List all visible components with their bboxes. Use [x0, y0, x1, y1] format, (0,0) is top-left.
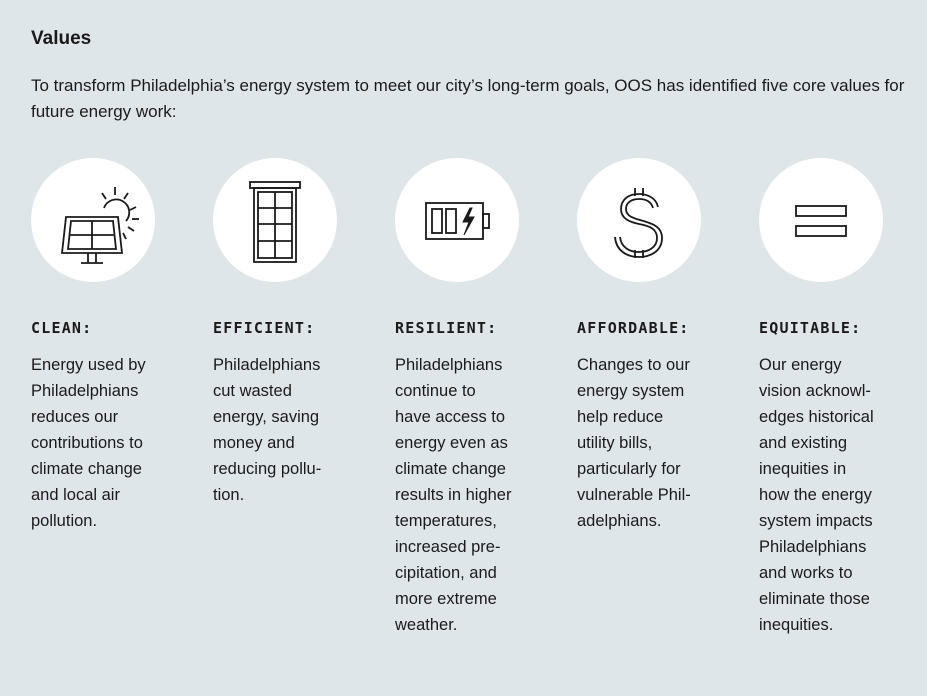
value-clean	[31, 158, 171, 534]
value-equitable	[759, 158, 899, 638]
icon-circle	[213, 158, 337, 282]
value-efficient	[213, 158, 353, 508]
icon-circle	[31, 158, 155, 282]
value-description: Philadelphians cut wasted energy, saving money and reducing pollu- tion.	[213, 356, 322, 504]
value-description: Changes to our energy system help reduce utility bills, particularly for vulnerable Phil- adelphians.	[577, 356, 691, 530]
solar-panel-icon	[38, 165, 148, 275]
window-icon	[220, 165, 330, 275]
section-title: Values	[31, 28, 92, 49]
equals-sign-icon	[766, 165, 876, 275]
icon-circle	[395, 158, 519, 282]
intro-paragraph: To transform Philadelphia’s energy system to meet our city’s long-term goals, OOS has identified five core values for future energy work:	[31, 76, 905, 121]
battery-icon	[402, 165, 512, 275]
value-resilient	[395, 158, 535, 638]
icon-circle	[577, 158, 701, 282]
value-description: Our energy vision acknowl- edges historical and existing inequities in how the energy system impacts Philadelphians and works to eliminate those inequities.	[759, 356, 874, 634]
value-affordable	[577, 158, 717, 534]
value-title: EFFICIENT:	[213, 319, 316, 337]
value-description: Energy used by Philadelphians reduces our contributions to climate change and local air pollution.	[31, 356, 146, 530]
value-description: Philadelphians continue to have access to energy even as climate change results in higher temperatures, increased pre- cipitation, and more extreme weather.	[395, 356, 512, 634]
value-title: AFFORDABLE:	[577, 319, 690, 337]
value-title: RESILIENT:	[395, 319, 498, 337]
value-title: CLEAN:	[31, 319, 93, 337]
icon-circle	[759, 158, 883, 282]
dollar-sign-icon	[584, 165, 694, 275]
value-title: EQUITABLE:	[759, 319, 862, 337]
